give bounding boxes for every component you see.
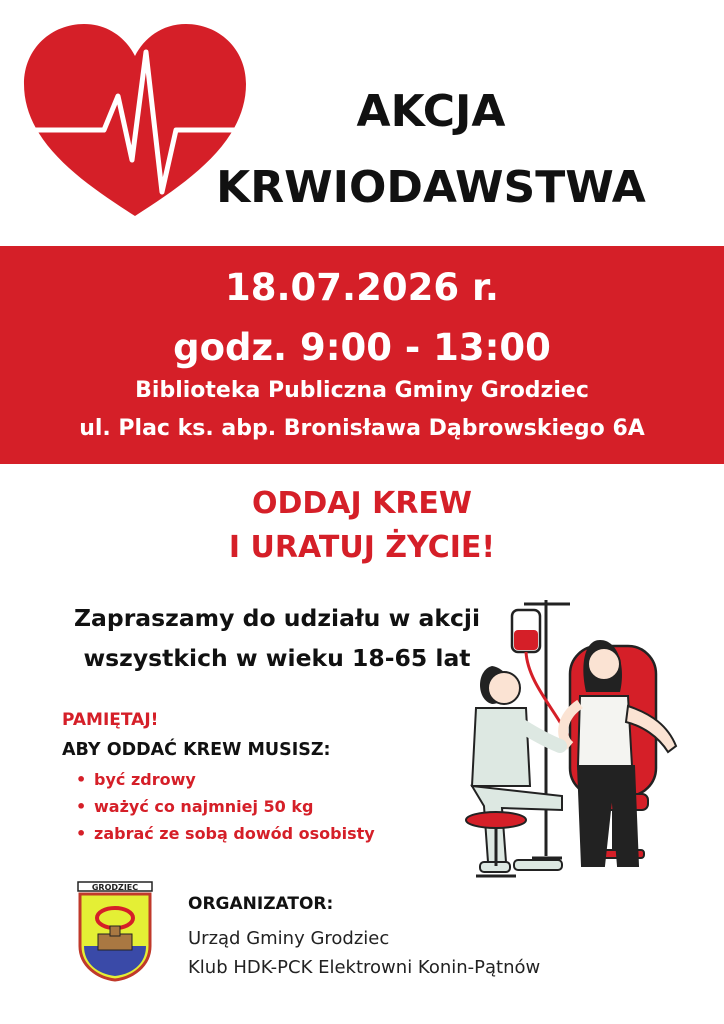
event-address: ul. Plac ks. abp. Bronisława Dąbrowskiego 6A	[79, 416, 645, 441]
requirements-list	[76, 768, 375, 849]
event-place: Biblioteka Publiczna Gminy Grodziec	[135, 378, 589, 403]
crest-banner-text: GRODZIEC	[91, 883, 139, 892]
invite-line-2: wszystkich w wieku 18-65 lat	[83, 644, 471, 672]
requirement-item: • być zdrowy	[76, 768, 375, 795]
event-date: 18.07.2026 r.	[225, 266, 499, 309]
invite-line-1: Zapraszamy do udziału w akcji	[73, 604, 481, 632]
requirement-item: • zabrać ze sobą dowód osobisty	[76, 822, 375, 849]
title-line-1: AKCJA	[356, 86, 506, 137]
organizer-label: ORGANIZATOR:	[188, 894, 334, 914]
event-time: godz. 9:00 - 13:00	[173, 326, 551, 369]
requirement-item: • ważyć co najmniej 50 kg	[76, 795, 375, 822]
organizer-line-1: Urząd Gminy Grodziec	[188, 928, 390, 949]
slogan-line-2: I URATUJ ŻYCIE!	[228, 530, 496, 565]
reminder-heading: PAMIĘTAJ!	[62, 710, 159, 730]
event-info-band	[0, 246, 724, 464]
grodziec-crest-icon	[76, 880, 154, 982]
reminder-subheading: ABY ODDAĆ KREW MUSISZ:	[62, 740, 331, 760]
slogan-line-1: ODDAJ KREW	[251, 486, 473, 521]
organizer-line-2: Klub HDK-PCK Elektrowni Konin-Pątnów	[188, 957, 541, 978]
blood-donation-illustration	[462, 596, 702, 888]
title-line-2: KRWIODAWSTWA	[216, 162, 646, 213]
